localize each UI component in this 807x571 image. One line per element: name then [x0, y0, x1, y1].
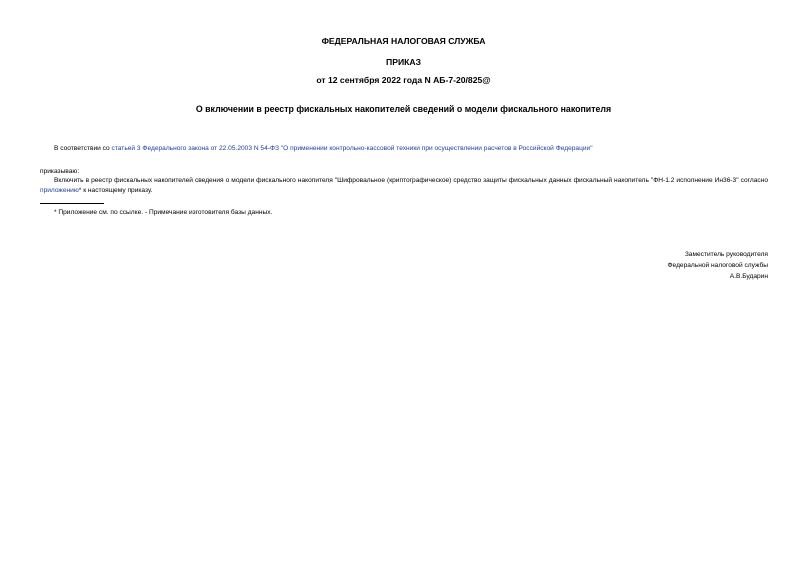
signature-block — [668, 249, 768, 282]
law-article-link[interactable]: статьей 3 Федерального закона от 22.05.2003 N 54-ФЗ "О применении контрольно-кассовой техники при осуществлении расчетов в Российской Федерации" — [111, 145, 593, 152]
preamble-prefix: В соответствии со — [54, 145, 112, 152]
order-item-suffix: * к настоящему приказу. — [78, 187, 153, 194]
document-title: О включении в реестр фискальных накопителей сведений о модели фискального накопителя — [195, 104, 612, 114]
footnote-text: * Приложение см. по ссылке. - Примечание изготовителя базы данных. — [54, 209, 273, 216]
order-word: приказываю: — [40, 168, 80, 175]
document-date-number: от 12 сентября 2022 года N АБ-7-20/825@ — [316, 75, 491, 85]
signer-name: А.В.Бударин — [729, 273, 768, 280]
appendix-link[interactable]: приложению — [40, 187, 79, 194]
preamble-paragraph — [54, 144, 593, 153]
signer-position-line1: Заместитель руководителя — [684, 251, 768, 258]
order-item-paragraph — [40, 176, 768, 196]
order-item-text: Включить в реестр фискальных накопителей сведения о модели фискального накопителя "Шифровальное (криптографическое) средство защиты фискальных данных фискальный накопитель "ФН-1.2 исполнение Ин36-3" согласно — [54, 177, 768, 184]
signer-position-line2: Федеральной налоговой службы — [667, 262, 768, 269]
footnote-divider — [40, 203, 104, 204]
agency-name: ФЕДЕРАЛЬНАЯ НАЛОГОВАЯ СЛУЖБА — [321, 36, 486, 46]
document-type: ПРИКАЗ — [386, 57, 421, 67]
